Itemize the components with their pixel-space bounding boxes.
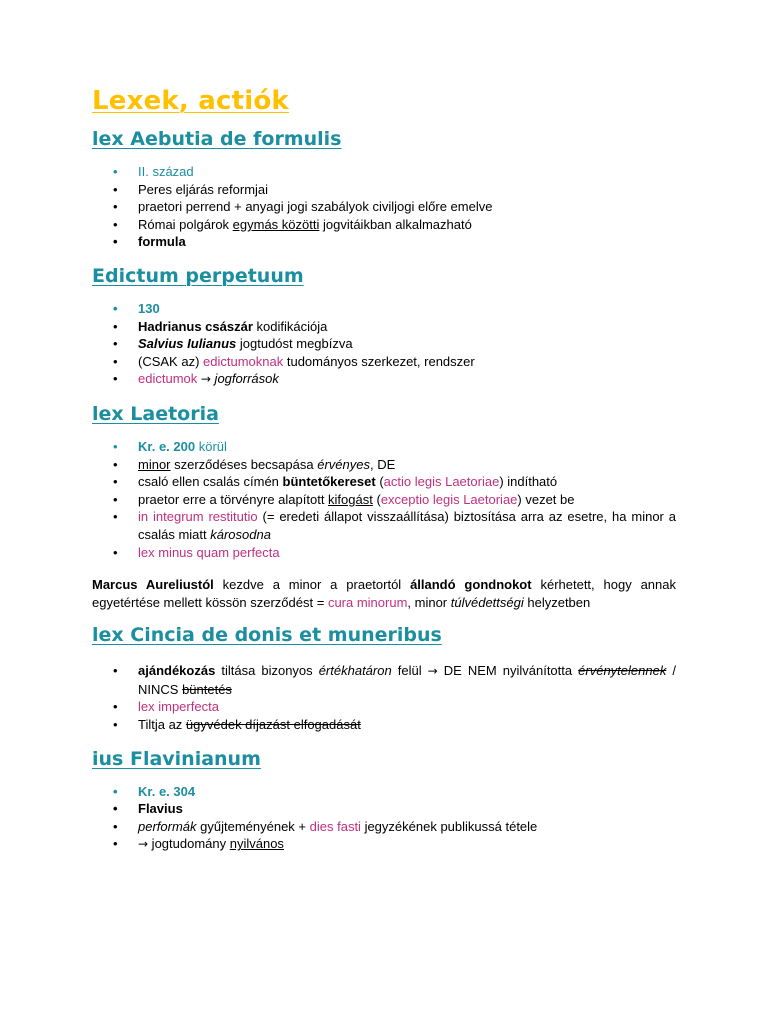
item-text: DE NEM nyilvánította xyxy=(437,663,579,679)
item-text: 130 xyxy=(138,300,160,316)
item-text: tudományos szerkezet, rendszer xyxy=(283,353,475,369)
item-text: jogtudóst megbízva xyxy=(236,336,353,352)
list-item xyxy=(92,491,676,509)
item-text: jogtudomány xyxy=(148,836,230,852)
item-text: formula xyxy=(138,234,186,250)
para-text-bold: állandó gondnokot xyxy=(410,577,532,593)
item-text: ) vezet be xyxy=(517,491,575,507)
item-text: / NINCS xyxy=(138,663,676,697)
list-item xyxy=(92,508,676,543)
list-item xyxy=(92,370,676,389)
list-item xyxy=(92,835,676,854)
item-text-bold: Kr. e. 200 xyxy=(138,438,196,454)
item-text: jogvitáikban alkalmazható xyxy=(319,216,472,232)
paragraph-marcus-aurelius xyxy=(92,576,676,611)
item-text: lex minus quam perfecta xyxy=(138,544,280,560)
para-text: kezdve a minor a praetortól xyxy=(213,577,411,593)
arrow-right-icon: → xyxy=(200,372,211,387)
item-text: gyűjteményének + xyxy=(196,818,310,834)
item-text: ( xyxy=(372,491,381,507)
item-text-bold: Hadrianus császár xyxy=(138,318,253,334)
list-item xyxy=(92,353,676,371)
para-text-magenta: cura minorum xyxy=(327,594,408,610)
item-text: Kr. e. 304 xyxy=(138,783,196,799)
list-item xyxy=(92,800,676,818)
list-lex-cincia xyxy=(92,662,676,733)
list-item xyxy=(92,318,676,336)
list-item xyxy=(92,456,676,474)
item-text-magenta: actio legis Laetoriae xyxy=(383,474,500,490)
item-text: felül xyxy=(391,663,428,679)
document-title: Lexek, actiók xyxy=(92,86,289,116)
item-text: Római polgárok xyxy=(138,216,233,232)
para-text: helyzetben xyxy=(523,594,591,610)
section-heading-ius-flavinianum: ius Flavinianum xyxy=(92,747,261,770)
item-text: jegyzékének publikussá tétele xyxy=(360,818,538,834)
item-text: II. század xyxy=(138,164,194,179)
item-text: praetori perrend + anyagi jogi szabályok civiljogi előre emelve xyxy=(138,199,493,215)
item-text: kodifikációja xyxy=(252,318,328,334)
list-item xyxy=(92,818,676,836)
list-item xyxy=(92,438,676,456)
item-text: ) indítható xyxy=(499,474,558,490)
item-text-italic: jogforrások xyxy=(210,371,279,387)
item-text-strikethrough: érvénytelennek xyxy=(578,663,667,679)
list-item xyxy=(92,216,676,234)
item-text: Flavius xyxy=(138,801,183,817)
item-text-underlined: minor xyxy=(138,456,171,472)
list-lex-laetoria xyxy=(92,438,676,561)
item-text-bold: büntetőkereset xyxy=(282,474,376,490)
item-text-italic: performák xyxy=(138,818,197,834)
list-ius-flavinianum xyxy=(92,783,676,854)
item-text-strikethrough: büntetés xyxy=(182,681,232,697)
item-text: körül xyxy=(195,438,227,454)
item-text-magenta: exceptio legis Laetoriae xyxy=(380,491,518,507)
item-text: szerződéses becsapása xyxy=(170,456,318,472)
item-text: csaló ellen csalás címén xyxy=(138,474,283,490)
section-heading-edictum-perpetuum: Edictum perpetuum xyxy=(92,264,304,287)
list-item xyxy=(92,335,676,353)
item-text-underlined: nyilvános xyxy=(229,836,284,852)
section-heading-lex-cincia: lex Cincia de donis et muneribus xyxy=(92,624,442,647)
list-item xyxy=(92,198,676,216)
item-text-magenta: in integrum restitutio xyxy=(138,509,258,525)
list-lex-aebutia xyxy=(92,163,676,251)
item-text-underlined: kifogást xyxy=(328,491,373,507)
item-text: Tiltja az xyxy=(138,717,186,733)
list-item xyxy=(92,473,676,491)
item-text: ( xyxy=(375,474,384,490)
item-text-bold-italic: Salvius Iulianus xyxy=(138,336,237,352)
para-text: kérhetett, hogy annak egyetértése mellett kössön szerződést = xyxy=(92,577,676,610)
list-item xyxy=(92,181,676,199)
item-text-bold: ajándékozás xyxy=(138,663,216,679)
item-text: (= eredeti állapot visszaállítása) biztosítása arra az esetre, ha minor a csalás miatt xyxy=(138,509,676,542)
list-edictum-perpetuum xyxy=(92,300,676,389)
list-item xyxy=(92,716,676,734)
section-heading-lex-aebutia: lex Aebutia de formulis xyxy=(92,128,342,150)
list-item xyxy=(92,698,676,716)
arrow-right-icon: → xyxy=(138,837,149,852)
item-text-italic: értékhatáron xyxy=(318,663,392,679)
para-text: , minor xyxy=(407,594,451,610)
list-item xyxy=(92,300,676,318)
list-item xyxy=(92,544,676,562)
list-item xyxy=(92,662,676,698)
item-text: praetor erre a törvényre alapított xyxy=(138,491,329,507)
list-item xyxy=(92,233,676,251)
item-text-magenta: edictumoknak xyxy=(203,353,284,369)
para-text-italic: túlvédettségi xyxy=(450,594,524,610)
item-text-underlined: egymás közötti xyxy=(232,216,320,232)
item-text-italic: károsodna xyxy=(210,526,271,542)
item-text: (CSAK az) xyxy=(138,353,204,369)
section-heading-lex-laetoria: lex Laetoria xyxy=(92,402,219,425)
list-item xyxy=(92,783,676,801)
document-page xyxy=(92,84,676,854)
item-text-magenta: edictumok xyxy=(138,371,201,387)
item-text: Peres eljárás reformjai xyxy=(138,181,269,197)
list-item xyxy=(92,163,676,181)
arrow-right-icon: → xyxy=(427,664,438,679)
item-text: lex imperfecta xyxy=(138,699,219,715)
item-text-strikethrough: ügyvédek díjazást elfogadását xyxy=(185,717,361,733)
para-text-bold: Marcus Aureliustól xyxy=(92,577,214,593)
item-text-magenta: dies fasti xyxy=(309,818,361,834)
item-text: tiltása bizonyos xyxy=(215,663,319,679)
item-text: , DE xyxy=(369,456,396,472)
item-text-italic: érvényes xyxy=(317,456,370,472)
